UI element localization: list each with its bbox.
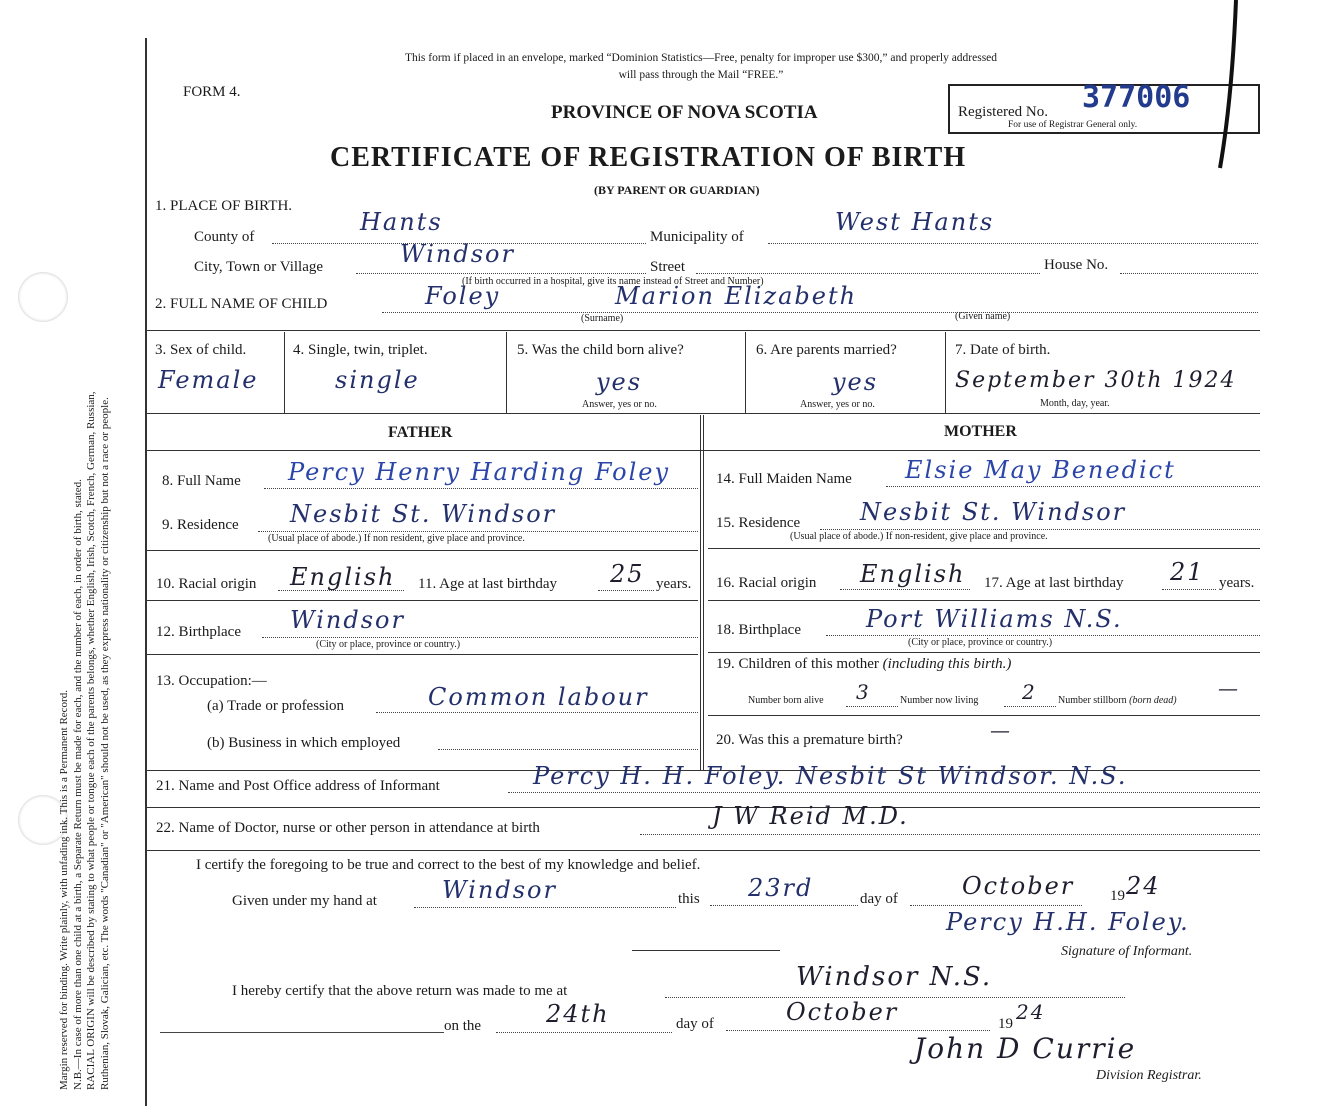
premature-value: — bbox=[990, 718, 1020, 742]
province-heading: PROVINCE OF NOVA SCOTIA bbox=[551, 102, 818, 123]
plurality-label: 4. Single, twin, triplet. bbox=[293, 342, 428, 358]
mother-name-label: 14. Full Maiden Name bbox=[716, 471, 852, 487]
born-alive-question: 5. Was the child born alive? bbox=[517, 342, 684, 358]
parents-married-note: Answer, yes or no. bbox=[800, 399, 875, 410]
children-label-text: 19. Children of this mother bbox=[716, 656, 879, 672]
mother-race-line bbox=[840, 589, 970, 590]
born-alive-count-label: Number born alive bbox=[748, 695, 824, 706]
children-label-note: (including this birth.) bbox=[882, 656, 1012, 672]
rule-doctor bbox=[147, 850, 1260, 851]
mother-age-value: 21 bbox=[1170, 558, 1205, 586]
registrar-day-of-label: day of bbox=[676, 1016, 714, 1032]
rule-m16 bbox=[708, 600, 1260, 601]
doctor-label: 22. Name of Doctor, nurse or other person in attendance at birth bbox=[156, 820, 540, 836]
now-living-count: 2 bbox=[1022, 680, 1037, 704]
rule-row3-v4 bbox=[945, 332, 946, 414]
rule-f9 bbox=[147, 550, 698, 551]
parents-married-question: 6. Are parents married? bbox=[756, 342, 897, 358]
city-line bbox=[356, 273, 646, 274]
registrar-statement: I hereby certify that the above return was made to me at bbox=[232, 983, 568, 999]
informant-label: 21. Name and Post Office address of Informant bbox=[156, 778, 440, 794]
born-alive-note: Answer, yes or no. bbox=[582, 399, 657, 410]
registrar-on-label: on the bbox=[444, 1018, 482, 1034]
margin-note-racial-origin-cont: Ruthenian, Slovak, Galician, etc. The words "Canadian" or "American" should not be used, as they express nationality or citizenship but not a race or people. bbox=[98, 397, 111, 1090]
rule-row3-v1 bbox=[284, 332, 285, 414]
father-age-value: 25 bbox=[610, 560, 645, 588]
sex-value: Female bbox=[158, 366, 259, 394]
mother-years-label: years. bbox=[1219, 575, 1255, 591]
certify-statement: I certify the foregoing to be true and correct to the best of my knowledge and belief. bbox=[196, 857, 701, 873]
margin-note-binding: Margin reserved for binding. Write plainly, with unfading ink. This is a Permanent Record. bbox=[58, 690, 70, 1090]
rule-informant bbox=[147, 807, 1260, 808]
street-line bbox=[696, 273, 1040, 274]
rule-row3-bottom bbox=[147, 413, 1260, 414]
rule-short bbox=[632, 950, 780, 951]
form-number: FORM 4. bbox=[183, 84, 241, 100]
father-residence-line bbox=[258, 531, 698, 532]
mother-race-value: English bbox=[860, 560, 966, 588]
registrar-day-line bbox=[496, 1032, 672, 1033]
rule-f12 bbox=[147, 654, 698, 655]
father-race-value: English bbox=[290, 563, 396, 591]
given-at-value: Windsor bbox=[442, 876, 557, 904]
mail-notice-line1: This form if placed in an envelope, marked “Dominion Statistics—Free, penalty for improper use $300,” and properly addressed bbox=[404, 52, 998, 64]
child-name-line bbox=[382, 312, 1258, 313]
business-line bbox=[438, 749, 698, 750]
registrar-pen-mark bbox=[1212, 0, 1242, 170]
premature-label: 20. Was this a premature birth? bbox=[716, 732, 903, 748]
rule-row3-top bbox=[147, 330, 1260, 331]
given-year-value: 24 bbox=[1126, 872, 1161, 900]
born-alive-count: 3 bbox=[856, 680, 871, 704]
trade-label: (a) Trade or profession bbox=[207, 698, 345, 714]
given-day-of-label: day of bbox=[860, 891, 898, 907]
mother-race-label: 16. Racial origin bbox=[716, 575, 817, 591]
street-label: Street bbox=[650, 259, 685, 275]
stillborn-count: — bbox=[1218, 676, 1240, 700]
given-name-caption: (Given name) bbox=[955, 311, 1011, 322]
given-month-value: October bbox=[962, 872, 1075, 900]
born-alive-count-line bbox=[846, 706, 898, 707]
children-label bbox=[716, 656, 1011, 673]
born-alive-answer: yes bbox=[596, 368, 643, 396]
mother-birthplace-value: Port Williams N.S. bbox=[866, 605, 1123, 633]
hospital-note: (If birth occurred in a hospital, give its name instead of Street and Number) bbox=[462, 276, 764, 287]
house-number-label: House No. bbox=[1044, 257, 1109, 273]
rule-m18 bbox=[708, 652, 1260, 653]
child-surname: Foley bbox=[425, 282, 501, 310]
place-of-birth-label: 1. PLACE OF BIRTH. bbox=[155, 198, 293, 214]
mother-abode-note: (Usual place of abode.) If non-resident, give place and province. bbox=[790, 531, 1048, 542]
margin-note-multiple-births: N.B.—In case of more than one child at a birth, a Separate Return must be made for each, and the number of each, in order of birth, stated. bbox=[71, 479, 84, 1090]
parents-married-answer: yes bbox=[832, 368, 879, 396]
informant-value: Percy H. H. Foley. Nesbit St Windsor. N.S. bbox=[533, 762, 1128, 790]
father-abode-note: (Usual place of abode.) If non resident, give place and province. bbox=[268, 533, 525, 544]
house-number-line bbox=[1120, 273, 1258, 274]
rule-center bbox=[700, 415, 704, 771]
rule-m19 bbox=[708, 715, 1260, 716]
given-this-label: this bbox=[678, 891, 700, 907]
informant-line bbox=[508, 792, 1260, 793]
mother-birthplace-line bbox=[826, 635, 1260, 636]
father-age-label: 11. Age at last birthday bbox=[418, 576, 557, 592]
mother-residence-line bbox=[820, 529, 1260, 530]
father-race-label: 10. Racial origin bbox=[156, 576, 257, 592]
rule-heading bbox=[147, 450, 1260, 451]
mother-birthplace-label: 18. Birthplace bbox=[716, 622, 801, 638]
registrar-on-line-left bbox=[160, 1032, 444, 1033]
registrar-signature: John D Currie bbox=[914, 1032, 1137, 1065]
informant-signature: Percy H.H. Foley. bbox=[946, 908, 1190, 936]
given-day-line bbox=[710, 905, 858, 906]
mother-age-label: 17. Age at last birthday bbox=[984, 575, 1124, 591]
father-birthplace-value: Windsor bbox=[290, 606, 405, 634]
plurality-value: single bbox=[335, 366, 420, 394]
father-name-label: 8. Full Name bbox=[162, 473, 241, 489]
county-label: County of bbox=[194, 229, 255, 245]
father-name-line bbox=[264, 488, 698, 489]
given-at-line bbox=[414, 907, 676, 908]
father-birthplace-line bbox=[262, 637, 698, 638]
registered-label: Registered No. bbox=[958, 104, 1048, 120]
municipality-line bbox=[768, 243, 1258, 244]
business-label: (b) Business in which employed bbox=[207, 735, 401, 751]
city-label: City, Town or Village bbox=[194, 259, 324, 275]
father-residence-label: 9. Residence bbox=[162, 517, 239, 533]
mother-age-line bbox=[1162, 589, 1216, 590]
registrar-year-prefix: 19 bbox=[998, 1016, 1013, 1032]
county-value: Hants bbox=[360, 208, 443, 236]
surname-caption: (Surname) bbox=[581, 313, 624, 324]
father-heading: FATHER bbox=[388, 424, 453, 441]
mother-name-line bbox=[886, 486, 1260, 487]
municipality-value: West Hants bbox=[835, 208, 995, 236]
municipality-label: Municipality of bbox=[650, 229, 744, 245]
father-birthplace-note: (City or place, province or country.) bbox=[316, 639, 461, 650]
mother-residence-label: 15. Residence bbox=[716, 515, 801, 531]
dob-label: 7. Date of birth. bbox=[955, 342, 1051, 358]
now-living-count-label: Number now living bbox=[900, 695, 979, 706]
father-birthplace-label: 12. Birthplace bbox=[156, 624, 241, 640]
doctor-line bbox=[640, 834, 1260, 835]
registrar-year-value: 24 bbox=[1016, 1000, 1046, 1024]
sex-label: 3. Sex of child. bbox=[155, 342, 247, 358]
rule-m15 bbox=[708, 548, 1260, 549]
registrar-day-value: 24th bbox=[546, 1000, 610, 1028]
registered-number: 377006 bbox=[1082, 80, 1191, 115]
given-day-value: 23rd bbox=[748, 874, 814, 902]
registrar-place-value: Windsor N.S. bbox=[796, 962, 993, 992]
trade-value: Common labour bbox=[428, 683, 649, 711]
rule-row3-v3 bbox=[745, 332, 746, 414]
registrar-use-note: For use of Registrar General only. bbox=[1008, 120, 1138, 130]
rule-row3-v2 bbox=[506, 332, 507, 414]
city-value: Windsor bbox=[400, 240, 515, 268]
certificate-subtitle: (BY PARENT OR GUARDIAN) bbox=[594, 183, 760, 197]
certificate-title: CERTIFICATE OF REGISTRATION OF BIRTH bbox=[330, 142, 967, 173]
dob-value: September 30th 1924 bbox=[955, 368, 1237, 393]
child-name-label: 2. FULL NAME OF CHILD bbox=[155, 296, 328, 312]
dob-note: Month, day, year. bbox=[1040, 398, 1110, 409]
father-years-label: years. bbox=[656, 576, 692, 592]
father-name-value: Percy Henry Harding Foley bbox=[288, 458, 671, 486]
now-living-count-line bbox=[1004, 706, 1056, 707]
margin-note-racial-origin: RACIAL ORIGIN will be described by stating to what people or tongue each of the parents belongs, whether English, Irish, Scotch, French, German, Russian, bbox=[85, 391, 97, 1090]
child-given-name: Marion Elizabeth bbox=[615, 282, 858, 310]
father-residence-value: Nesbit St. Windsor bbox=[290, 500, 557, 528]
stillborn-count-text: Number stillborn bbox=[1058, 695, 1127, 706]
father-age-line bbox=[598, 590, 654, 591]
mother-birthplace-note: (City or place, province or country.) bbox=[908, 637, 1053, 648]
registrar-month-line bbox=[726, 1030, 990, 1031]
mail-notice bbox=[296, 50, 1106, 84]
rule-f10 bbox=[147, 600, 698, 601]
informant-signature-label: Signature of Informant. bbox=[1061, 944, 1193, 959]
given-at-label: Given under my hand at bbox=[232, 893, 377, 909]
stillborn-count-label bbox=[1058, 695, 1177, 706]
stillborn-count-note: (born dead) bbox=[1129, 695, 1177, 706]
mother-heading: MOTHER bbox=[944, 423, 1017, 440]
mail-notice-line2: will pass through the Mail “FREE.” bbox=[618, 69, 784, 81]
mother-name-value: Elsie May Benedict bbox=[905, 456, 1176, 484]
trade-line bbox=[376, 712, 698, 713]
doctor-value: J W Reid M.D. bbox=[712, 802, 909, 830]
mother-residence-value: Nesbit St. Windsor bbox=[860, 498, 1127, 526]
given-month-line bbox=[910, 905, 1082, 906]
registrar-month-value: October bbox=[786, 998, 899, 1026]
occupation-label: 13. Occupation:— bbox=[156, 673, 267, 689]
given-year-prefix: 19 bbox=[1110, 888, 1125, 904]
registrar-signature-label: Division Registrar. bbox=[1096, 1068, 1202, 1083]
